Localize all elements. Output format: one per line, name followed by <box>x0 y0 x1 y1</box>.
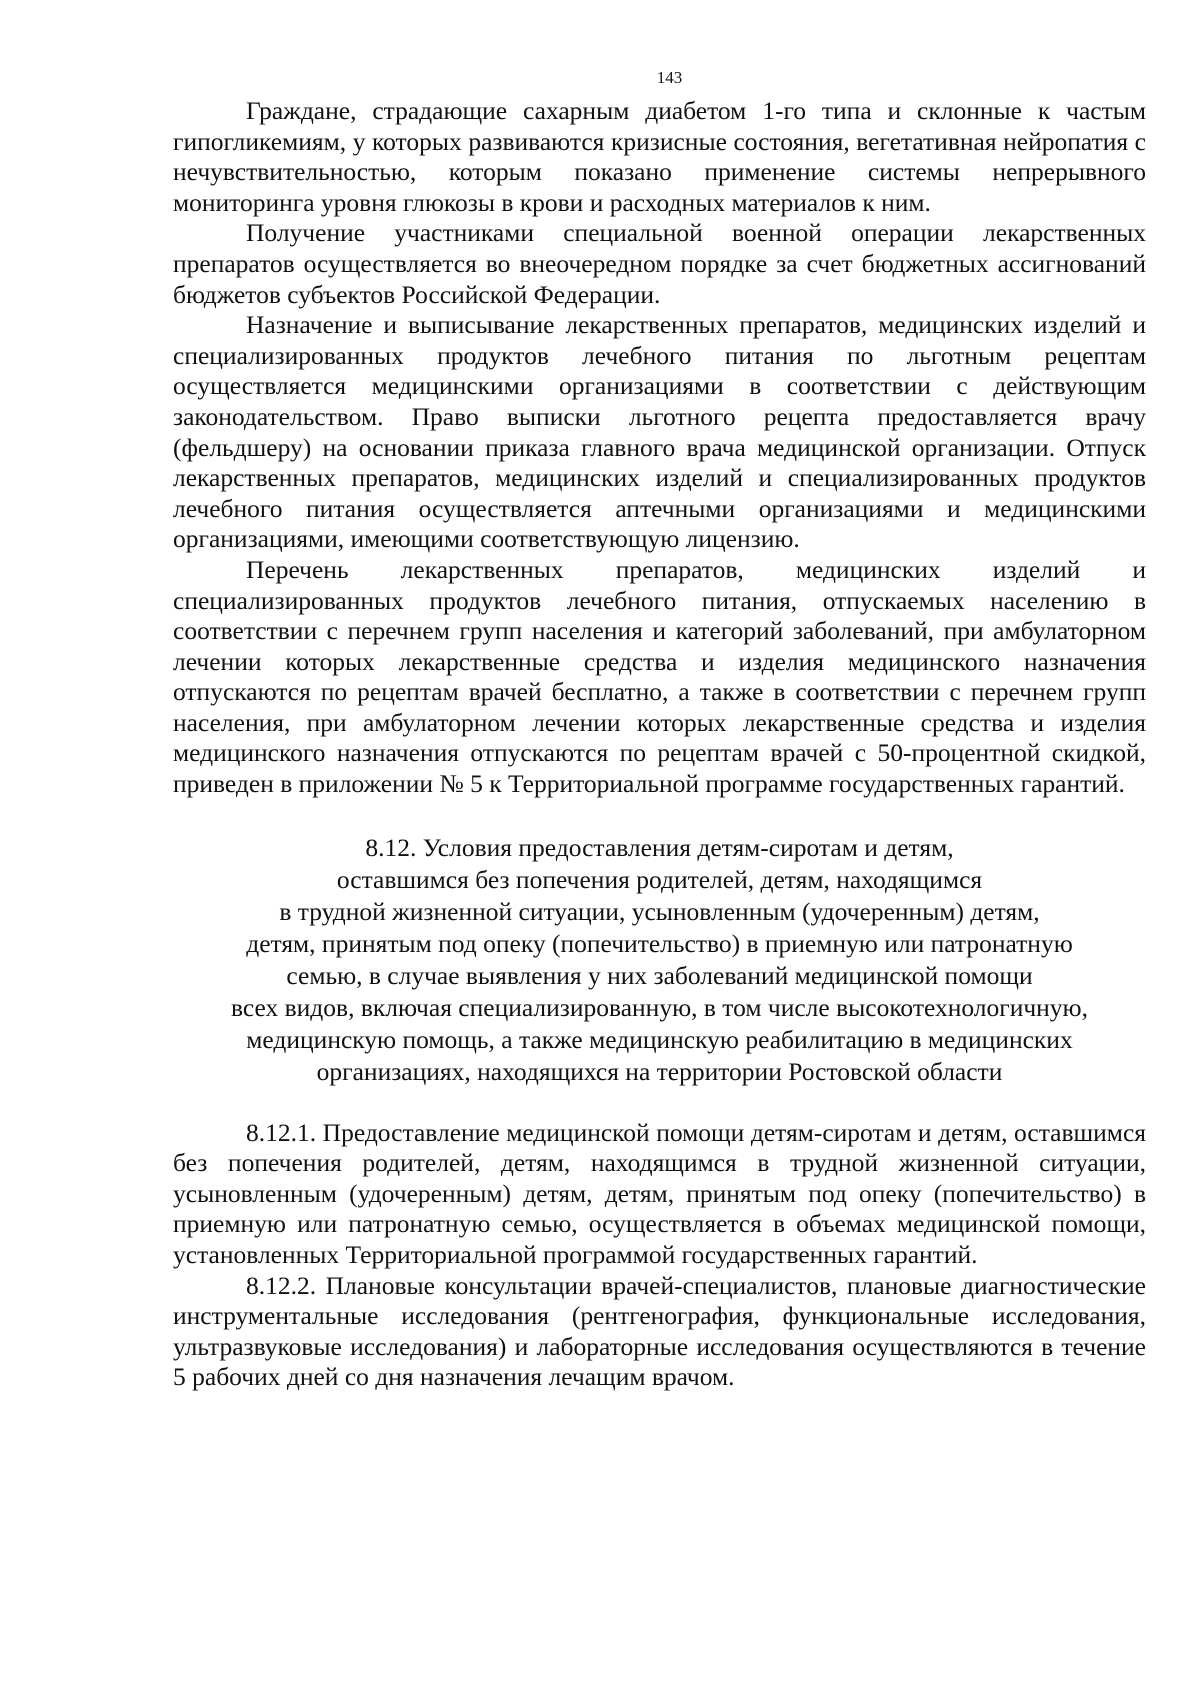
body-text-after <box>173 1118 1146 1393</box>
paragraph-diabetes: Граждане, страдающие сахарным диабетом 1-го типа и склонные к частым гипогликемиям, у которых развиваются кризисные состояния, вегетативная нейропатия с нечувствительностью, которым показано применение системы непрерывного мониторинга уровня глюкозы в крови и расходных материалов к ним. <box>173 96 1146 217</box>
section-heading-line: всех видов, включая специализированную, в том числе высокотехнологичную, <box>230 992 1088 1022</box>
paragraph-svo-participants: Получение участниками специальной военной операции лекарственных препаратов осуществляется во внеочередном порядке за счет бюджетных ассигнований бюджетов субъектов Российской Федерации. <box>173 218 1146 309</box>
section-heading-line: медицинскую помощь, а также медицинскую реабилитацию в медицинских <box>246 1024 1073 1054</box>
paragraph-8-12-2: 8.12.2. Плановые консультации врачей-специалистов, плановые диагностические инструментальные исследования (рентгенография, функциональные исследования, ультразвуковые исследования) и лабораторные исследования осуществляются в течение 5 рабочих дней со дня назначения лечащим врачом. <box>173 1270 1146 1392</box>
paragraph-prescriptions: Назначение и выписывание лекарственных препаратов, медицинских изделий и специализированных продуктов лечебного питания по льготным рецептам осуществляется медицинскими организациями в соответствии с действующим законодательством. Право выписки льготного рецепта предоставляется врачу (фельдшеру) на основании приказа главного врача медицинской организации. Отпуск лекарственных препаратов, медицинских изделий и специализированных продуктов лечебного питания осуществляется аптечными организациями и медицинскими организациями, имеющими соответствующую лицензию. <box>173 310 1146 554</box>
page-number: 143 <box>656 68 683 87</box>
document-page <box>173 60 1146 1670</box>
paragraph-drug-list: Перечень лекарственных препаратов, медицинских изделий и специализированных продуктов лечебного питания, отпускаемых населению в соответствии с перечнем групп населения и категорий заболеваний, при амбулаторном лечении которых лекарственные средства и изделия медицинского назначения отпускаются по рецептам врачей бесплатно, а также в соответствии с перечнем групп населения, при амбулаторном лечении которых лекарственные средства и изделия медицинского назначения отпускаются по рецептам врачей с 50-процентной скидкой, приведен в приложении № 5 к Территориальной программе государственных гарантий. <box>173 554 1146 799</box>
section-heading-line: детям, принятым под опеку (попечительство) в приемную или патронатную <box>246 928 1073 958</box>
section-heading-line: 8.12. Условия предоставления детям-сиротам и детям, <box>365 832 954 862</box>
paragraph-8-12-1: 8.12.1. Предоставление медицинской помощи детям-сиротам и детям, оставшимся без попечения родителей, детям, находящимся в трудной жизненной ситуации, усыновленным (удочеренным) детям, детям, принятым под опеку (попечительство) в приемную или патронатную семью, осуществляется в объемах медицинской помощи, установленных Территориальной программой государственных гарантий. <box>173 1117 1146 1270</box>
section-heading-line: организациях, находящихся на территории Ростовской области <box>316 1056 1003 1086</box>
section-heading-line: оставшимся без попечения родителей, детям, находящимся <box>336 864 983 894</box>
section-heading <box>173 832 1146 1088</box>
body-text-before <box>173 96 1146 800</box>
spacer <box>173 1088 1146 1118</box>
spacer <box>173 800 1146 832</box>
section-heading-line: семью, в случае выявления у них заболеваний медицинской помощи <box>286 960 1033 990</box>
section-heading-line: в трудной жизненной ситуации, усыновленным (удочеренным) детям, <box>279 896 1040 926</box>
